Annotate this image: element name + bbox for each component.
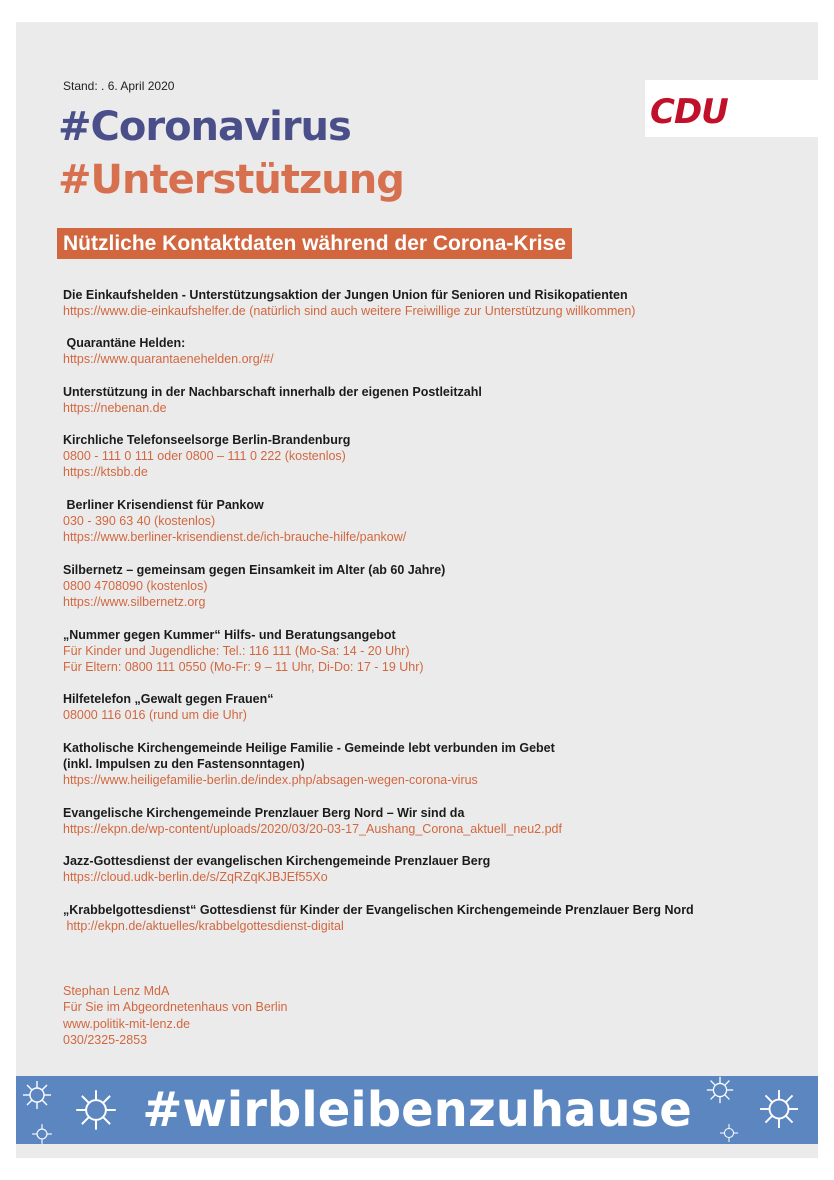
entry-title: Kirchliche Telefonseelsorge Berlin-Brandenburg bbox=[63, 433, 351, 447]
date-stamp: Stand: . 6. April 2020 bbox=[63, 79, 175, 93]
entry-title: Silbernetz – gemeinsam gegen Einsamkeit im Alter (ab 60 Jahre) bbox=[63, 563, 446, 577]
entry-link[interactable]: https://nebenan.de bbox=[63, 401, 167, 415]
entry-link[interactable]: https://ekpn.de/wp-content/uploads/2020/03/20-03-17_Aushang_Corona_aktuell_neu2.pdf bbox=[63, 822, 562, 836]
contact-entry bbox=[63, 432, 350, 480]
contact-entry bbox=[63, 335, 274, 367]
contact-entry bbox=[63, 287, 635, 319]
entry-link[interactable]: https://www.berliner-krisendienst.de/ich-brauche-hilfe/pankow/ bbox=[63, 530, 407, 544]
entry-title: Katholische Kirchengemeinde Heilige Familie - Gemeinde lebt verbunden im Gebet bbox=[63, 741, 555, 755]
heading-unterstuetzung: #Unterstützung bbox=[58, 157, 404, 203]
entry-link[interactable]: https://www.silbernetz.org bbox=[63, 595, 206, 609]
entry-phone: 08000 116 016 (rund um die Uhr) bbox=[63, 708, 247, 722]
entry-phone: 0800 - 111 0 111 oder 0800 – 111 0 222 (kostenlos) bbox=[63, 449, 346, 463]
entry-title: Jazz-Gottesdienst der evangelischen Kirchengemeinde Prenzlauer Berg bbox=[63, 854, 491, 868]
entry-title: Evangelische Kirchengemeinde Prenzlauer Berg Nord – Wir sind da bbox=[63, 806, 465, 820]
entry-title: Quarantäne Helden: bbox=[63, 336, 186, 350]
signature-role: Für Sie im Abgeordnetenhaus von Berlin bbox=[63, 1000, 288, 1015]
contact-entry bbox=[63, 562, 445, 610]
entry-phone: Für Eltern: 0800 111 0550 (Mo-Fr: 9 – 11 Uhr, Di-Do: 17 - 19 Uhr) bbox=[63, 660, 424, 674]
entry-subtitle: (inkl. Impulsen zu den Fastensonntagen) bbox=[63, 757, 305, 771]
entry-link[interactable]: https://cloud.udk-berlin.de/s/ZqRZqKJBJEf55Xo bbox=[63, 870, 328, 884]
contact-entry bbox=[63, 740, 555, 788]
signature-block bbox=[63, 983, 287, 1048]
signature-phone: 030/2325-2853 bbox=[63, 1032, 148, 1047]
contact-entry bbox=[63, 691, 273, 723]
entry-title: Hilfetelefon „Gewalt gegen Frauen“ bbox=[63, 692, 274, 706]
cdu-logo: CDU bbox=[650, 92, 728, 132]
contact-entry bbox=[63, 805, 562, 837]
footer-hashtag: #wirbleibenzuhause bbox=[142, 1082, 692, 1138]
entry-link[interactable]: https://www.quarantaenehelden.org/#/ bbox=[63, 352, 274, 366]
contact-entry bbox=[63, 627, 424, 675]
signature-website[interactable]: www.politik-mit-lenz.de bbox=[63, 1016, 191, 1031]
footer-banner bbox=[16, 1076, 818, 1144]
entry-title: „Nummer gegen Kummer“ Hilfs- und Beratungsangebot bbox=[63, 628, 396, 642]
entry-phone: 030 - 390 63 40 (kostenlos) bbox=[63, 514, 216, 528]
entry-title: Die Einkaufshelden - Unterstützungsaktion der Jungen Union für Senioren und Risikopatienten bbox=[63, 288, 628, 302]
contact-entry bbox=[63, 384, 482, 416]
signature-name: Stephan Lenz MdA bbox=[63, 984, 170, 998]
section-banner: Nützliche Kontaktdaten während der Corona-Krise bbox=[57, 228, 572, 259]
contact-entry bbox=[63, 497, 406, 545]
contact-entry bbox=[63, 853, 490, 885]
entry-link[interactable]: http://ekpn.de/aktuelles/krabbelgottesdienst-digital bbox=[63, 919, 344, 933]
entry-link[interactable]: https://ktsbb.de bbox=[63, 465, 148, 479]
entry-phone: Für Kinder und Jugendliche: Tel.: 116 111 (Mo-Sa: 14 - 20 Uhr) bbox=[63, 644, 410, 658]
entry-link[interactable]: https://www.heiligefamilie-berlin.de/index.php/absagen-wegen-corona-virus bbox=[63, 773, 478, 787]
entry-title: Unterstützung in der Nachbarschaft innerhalb der eigenen Postleitzahl bbox=[63, 385, 482, 399]
entry-phone: 0800 4708090 (kostenlos) bbox=[63, 579, 208, 593]
entry-title: „Krabbelgottesdienst“ Gottesdienst für Kinder der Evangelischen Kirchengemeinde Prenzlauer Berg Nord bbox=[63, 903, 694, 917]
heading-coronavirus: #Coronavirus bbox=[58, 104, 351, 150]
entry-title: Berliner Krisendienst für Pankow bbox=[63, 498, 264, 512]
entry-link[interactable]: https://www.die-einkaufshelfer.de (natürlich sind auch weitere Freiwillige zur Unterstützung willkommen) bbox=[63, 304, 636, 318]
contact-entry bbox=[63, 902, 694, 934]
